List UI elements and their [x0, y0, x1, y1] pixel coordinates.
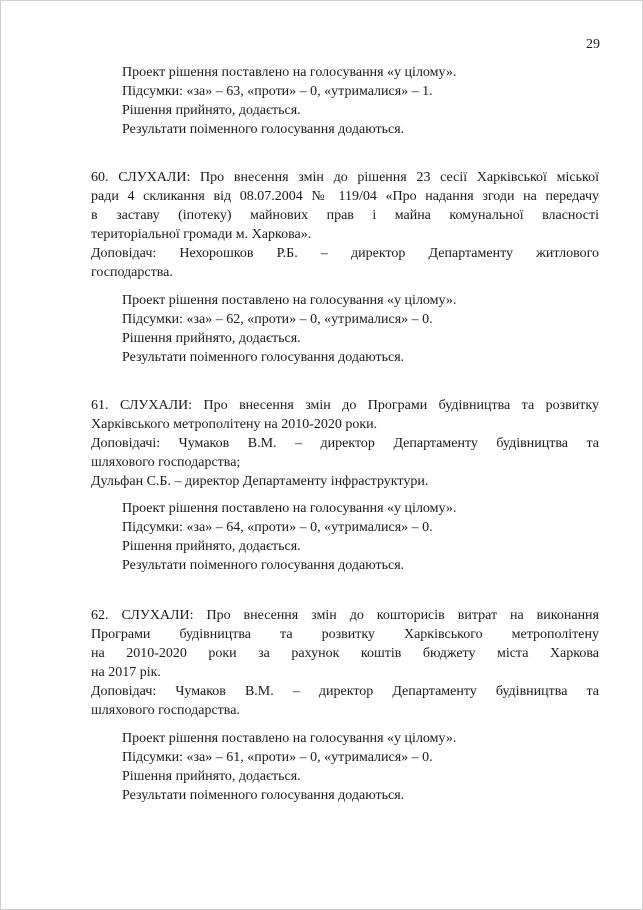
item-text-line: ради 4 скликання від 08.07.2004 № 119/04 «Про надання згоди на передачу	[91, 189, 599, 204]
item-text-line: територіальної громади м. Харкова».	[91, 227, 312, 242]
vote-results-line: Підсумки: «за» – 62, «проти» – 0, «утрималися» – 0.	[122, 312, 433, 327]
vote-decision-line: Рішення прийнято, додається.	[122, 331, 301, 346]
item-speaker-line: господарства.	[91, 265, 173, 280]
item-speaker-line: Дульфан С.Б. – директор Департаменту інфраструктури.	[91, 474, 429, 489]
item-heading-line: 61. СЛУХАЛИ: Про внесення змін до Програми будівництва та розвитку	[91, 398, 599, 413]
vote-roll-call-line: Результати поіменного голосування додаються.	[122, 122, 405, 137]
agenda-item-60	[91, 168, 599, 282]
agenda-item-61	[91, 396, 599, 491]
vote-block-61	[122, 499, 456, 575]
vote-results-line: Підсумки: «за» – 61, «проти» – 0, «утрималися» – 0.	[122, 750, 433, 765]
vote-decision-line: Рішення прийнято, додається.	[122, 103, 301, 118]
page-number: 29	[586, 37, 600, 52]
vote-block-intro	[122, 63, 456, 139]
vote-proposal-line: Проект рішення поставлено на голосування «у цілому».	[122, 731, 457, 746]
vote-results-line: Підсумки: «за» – 63, «проти» – 0, «утрималися» – 1.	[122, 84, 433, 99]
item-text-line: Програми будівництва та розвитку Харківського метрополітену	[91, 627, 599, 642]
vote-roll-call-line: Результати поіменного голосування додаються.	[122, 558, 405, 573]
vote-decision-line: Рішення прийнято, додається.	[122, 539, 301, 554]
item-speaker-line: шляхового господарства;	[91, 455, 241, 470]
item-heading-line: 60. СЛУХАЛИ: Про внесення змін до рішення 23 сесії Харківської міської	[91, 170, 599, 185]
vote-roll-call-line: Результати поіменного голосування додаються.	[122, 350, 405, 365]
item-heading-line: 62. СЛУХАЛИ: Про внесення змін до кошторисів витрат на виконання	[91, 608, 599, 623]
vote-decision-line: Рішення прийнято, додається.	[122, 769, 301, 784]
item-text-line: Харківського метрополітену на 2010-2020 роки.	[91, 417, 378, 432]
vote-block-60	[122, 291, 456, 367]
vote-proposal-line: Проект рішення поставлено на голосування «у цілому».	[122, 65, 457, 80]
vote-proposal-line: Проект рішення поставлено на голосування «у цілому».	[122, 293, 457, 308]
item-speaker-line: Доповідачі: Чумаков В.М. – директор Департаменту будівництва та	[91, 436, 599, 451]
item-text-line: на 2017 рік.	[91, 665, 161, 680]
vote-roll-call-line: Результати поіменного голосування додаються.	[122, 788, 405, 803]
vote-results-line: Підсумки: «за» – 64, «проти» – 0, «утрималися» – 0.	[122, 520, 433, 535]
agenda-item-62	[91, 606, 599, 720]
vote-block-62	[122, 729, 456, 805]
item-speaker-line: Доповідач: Чумаков В.М. – директор Департаменту будівництва та	[91, 684, 599, 699]
item-speaker-line: шляхового господарства.	[91, 703, 240, 718]
item-text-line: в заставу (іпотеку) майнових прав і майна комунальної власності	[91, 208, 599, 223]
item-text-line: на 2010-2020 роки за рахунок коштів бюджету міста Харкова	[91, 646, 599, 661]
item-speaker-line: Доповідач: Нехорошков Р.Б. – директор Департаменту житлового	[91, 246, 599, 261]
vote-proposal-line: Проект рішення поставлено на голосування «у цілому».	[122, 501, 457, 516]
